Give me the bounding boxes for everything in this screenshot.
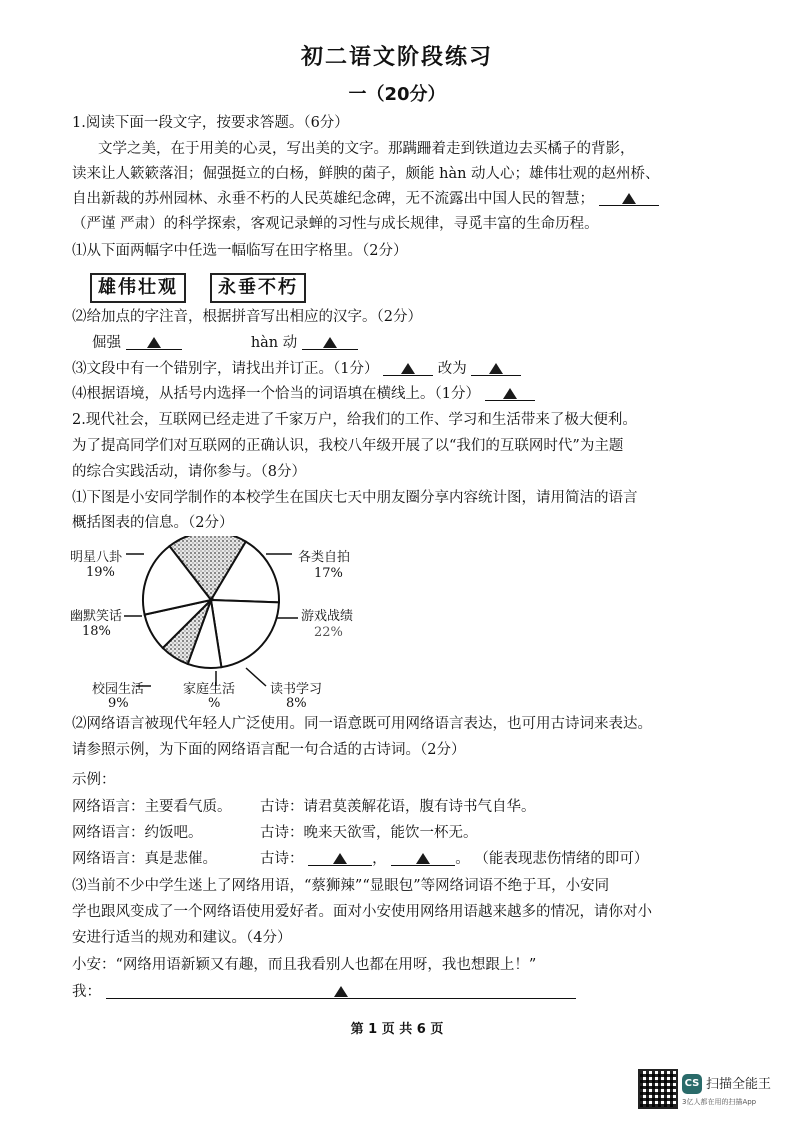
q1-sub2-blank-a[interactable] <box>126 335 182 350</box>
q2-sub3-c: 安进行适当的规劝和建议。（4分） <box>72 930 292 946</box>
calligraphy-option-1: 雄伟壮观 <box>90 273 186 303</box>
camscanner-name: 扫描全能王 <box>706 1077 772 1092</box>
q1-sub2-blank-b[interactable] <box>302 335 358 350</box>
q1-sub3-blank-b[interactable] <box>471 361 521 376</box>
poem-blank-1[interactable] <box>308 851 372 866</box>
answer-marker-icon <box>333 853 347 864</box>
section-title: 一（20分） <box>348 84 446 105</box>
pie-pct-family: % <box>208 696 221 711</box>
q1-sub2-word-a: 倔强 <box>92 335 121 351</box>
q1-sub2: ⑵给加点的字注音，根据拼音写出相应的汉字。（2分） <box>72 309 422 325</box>
pie-pct-jokes: 18% <box>82 624 111 639</box>
q1-sub4-blank[interactable] <box>485 386 535 401</box>
pie-pct-celebrity: 19% <box>86 565 115 580</box>
answer-marker-icon <box>416 853 430 864</box>
my-answer-row <box>72 982 576 1002</box>
q1-sub3-text: ⑶文段中有一个错别字，请找出并订正。（1分） <box>72 361 379 377</box>
q2-sub1-a: ⑴下图是小安同学制作的本校学生在国庆七天中朋友圈分享内容统计图，请用简洁的语言 <box>72 490 638 506</box>
example-1-net: 网络语言：主要看气质。 <box>72 799 232 815</box>
calligraphy-option-2: 永垂不朽 <box>210 273 306 303</box>
my-answer-label: 我： <box>72 984 101 1000</box>
pie-label-family: 家庭生活 <box>183 682 236 697</box>
pie-pct-games: 22% <box>314 625 343 640</box>
pie-label-selfie: 各类自拍 <box>298 550 351 565</box>
pie-pct-reading: 8% <box>286 696 307 711</box>
q1-passage-line-3 <box>72 189 659 209</box>
q1-passage-line-1: 文学之美，在于用美的心灵，写出美的文字。那蹒跚着走到铁道边去买橘子的背影， <box>98 141 635 157</box>
example-3-poem-label: 古诗： <box>260 851 304 867</box>
page-number: 第 1 页 共 6 页 <box>350 1022 444 1037</box>
q2-sub2-b: 请参照示例，为下面的网络语言配一句合适的古诗词。（2分） <box>72 742 466 758</box>
camscanner-tagline: 3亿人都在用的扫描App <box>682 1098 757 1106</box>
answer-marker-icon <box>147 337 161 348</box>
answer-marker-icon <box>489 363 503 374</box>
q2-sub3-b: 学也跟风变成了一个网络语使用爱好者。面对小安使用网络用语越来越多的情况，请你对小 <box>72 904 652 920</box>
q1-passage-line-4: （严谨 严肃）的科学探索，客观记录蝉的习性与成长规律，寻觅丰富的生命历程。 <box>72 216 599 232</box>
xiaoan-quote: 小安：“网络用语新颖又有趣，而且我看别人也都在用呀，我也想跟上！” <box>72 957 537 973</box>
pie-slices <box>143 536 279 668</box>
example-3-note: （能表现悲伤情绪的即可） <box>474 851 649 867</box>
pie-label-campus: 校园生活 <box>92 682 145 697</box>
camscanner-logo-icon: CS <box>682 1074 702 1094</box>
q1-sub3 <box>72 359 521 379</box>
pie-label-celebrity: 明星八卦 <box>70 550 123 565</box>
pie-label-jokes: 幽默笑话 <box>70 609 123 624</box>
my-answer-blank[interactable] <box>106 984 576 999</box>
q1-passage-line-2: 读来让人簌簌落泪；倔强挺立的白杨，鲜腴的菌子，颇能 hàn 动人心；雄伟壮观的赵州桥、 <box>72 166 660 182</box>
poem-blank-2[interactable] <box>391 851 455 866</box>
pie-pct-campus: 9% <box>108 696 129 711</box>
q1-passage-blank[interactable] <box>599 191 659 206</box>
answer-marker-icon <box>503 388 517 399</box>
example-label: 示例： <box>72 772 116 788</box>
q1-sub4-text: ⑷根据语境，从括号内选择一个恰当的词语填在横线上。（1分） <box>72 386 480 402</box>
q1-sub2-answers <box>92 333 358 353</box>
page-title: 初二语文阶段练习 <box>300 45 493 70</box>
q2-sub3-a: ⑶当前不少中学生迷上了网络用语，“蔡狮辣”“显眼包”等网络词语不绝于耳，小安同 <box>72 878 610 894</box>
q1-sub3-blank-a[interactable] <box>383 361 433 376</box>
q2-stem-3: 的综合实践活动，请你参与。（8分） <box>72 464 306 480</box>
q2-sub2-a: ⑵网络语言被现代年轻人广泛使用。同一语意既可用网络语言表达，也可用古诗词来表达。 <box>72 716 652 732</box>
pie-label-reading: 读书学习 <box>270 682 323 697</box>
example-3-net: 网络语言：真是悲催。 <box>72 851 217 867</box>
q1-sub1: ⑴从下面两幅字中任选一幅临写在田字格里。（2分） <box>72 243 408 259</box>
answer-marker-icon <box>323 337 337 348</box>
pie-pct-selfie: 17% <box>314 566 343 581</box>
q1-sub3-mid: 改为 <box>437 361 467 377</box>
example-3-poem-row: 古诗： ， 。 （能表现悲伤情绪的即可） <box>260 851 649 867</box>
example-2-net: 网络语言：约饭吧。 <box>72 825 203 841</box>
q2-stem-2: 为了提高同学们对互联网的正确认识，我校八年级开展了以“我们的互联网时代”为主题 <box>72 438 624 454</box>
q2-sub1-b: 概括图表的信息。（2分） <box>72 515 234 531</box>
q1-sub2-word-b: hàn 动 <box>250 335 298 351</box>
q1-passage-line-3-text: 自出新裁的苏州园林、永垂不朽的人民英雄纪念碑，无不流露出中国人民的智慧； <box>72 191 594 207</box>
pie-leader-line-6 <box>246 668 266 686</box>
answer-marker-icon <box>622 193 636 204</box>
example-2-poem: 古诗：晚来天欲雪，能饮一杯无。 <box>260 825 478 841</box>
answer-marker-icon <box>401 363 415 374</box>
q2-stem-1: 2.现代社会，互联网已经走进了千家万户，给我们的工作、学习和生活带来了极大便利。 <box>72 412 637 428</box>
example-1-poem: 古诗：请君莫羡解花语，腹有诗书气自华。 <box>260 799 536 815</box>
pie-label-games: 游戏战绩 <box>301 609 354 624</box>
q1-sub4 <box>72 384 535 404</box>
qr-code-icon <box>638 1069 678 1109</box>
answer-marker-icon <box>334 986 348 997</box>
pie-slice-2 <box>211 600 279 667</box>
q1-stem: 1.阅读下面一段文字，按要求答题。（6分） <box>72 115 349 131</box>
